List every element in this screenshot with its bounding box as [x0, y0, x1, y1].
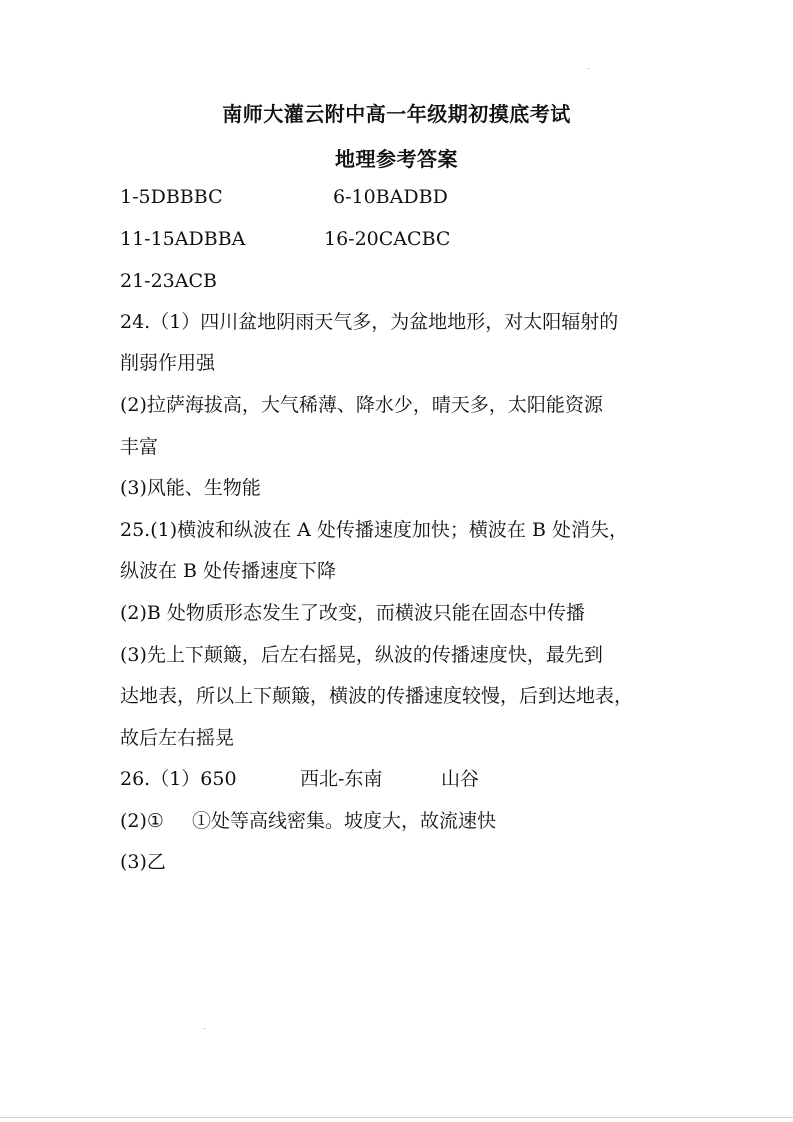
scan-speck	[204, 1028, 205, 1029]
q24-part2-line2: 丰富	[120, 436, 159, 458]
q26-part1-value: 26.（1）650	[120, 768, 237, 790]
scan-speck	[588, 68, 589, 69]
document-subtitle: 地理参考答案	[335, 147, 458, 171]
choice-answers-16-20: 16-20CACBC	[324, 228, 451, 250]
choice-answers-6-10: 6-10BADBD	[333, 186, 448, 208]
choice-answers-11-15: 11-15ADBBA	[120, 228, 246, 250]
q24-part3: (3)风能、生物能	[120, 477, 261, 499]
choice-answers-21-23: 21-23ACB	[120, 270, 217, 292]
q26-part2-reason: ①处等高线密集。坡度大，故流速快	[192, 810, 497, 832]
q24-part1-line1: 24.（1）四川盆地阴雨天气多，为盆地地形，对太阳辐射的	[120, 311, 619, 333]
q25-part1-line1: 25.(1)横波和纵波在 A 处传播速度加快；横波在 B 处消失，	[120, 519, 628, 541]
q24-part1-line2: 削弱作用强	[120, 352, 216, 374]
q24-part2-line1: (2)拉萨海拔高，大气稀薄、降水少，晴天多，太阳能资源	[120, 394, 603, 416]
q26-part1-landform: 山谷	[441, 768, 480, 790]
q25-part2: (2)B 处物质形态发生了改变，而横波只能在固态中传播	[120, 602, 585, 624]
document-title: 南师大灌云附中高一年级期初摸底考试	[222, 102, 571, 126]
q25-part3-line3: 故后左右摇晃	[120, 727, 235, 749]
choice-answers-1-5: 1-5DBBBC	[120, 186, 223, 208]
q26-part2-choice: (2)①	[120, 810, 164, 832]
page-bottom-edge	[0, 1117, 793, 1118]
q26-part3: (3)乙	[120, 851, 166, 873]
q25-part3-line1: (3)先上下颠簸，后左右摇晃，纵波的传播速度快，最先到	[120, 644, 603, 666]
q25-part1-line2: 纵波在 B 处传播速度下降	[120, 560, 337, 582]
q25-part3-line2: 达地表，所以上下颠簸，横波的传播速度较慢，后到达地表，	[120, 685, 634, 707]
q26-part1-direction: 西北-东南	[300, 768, 383, 790]
